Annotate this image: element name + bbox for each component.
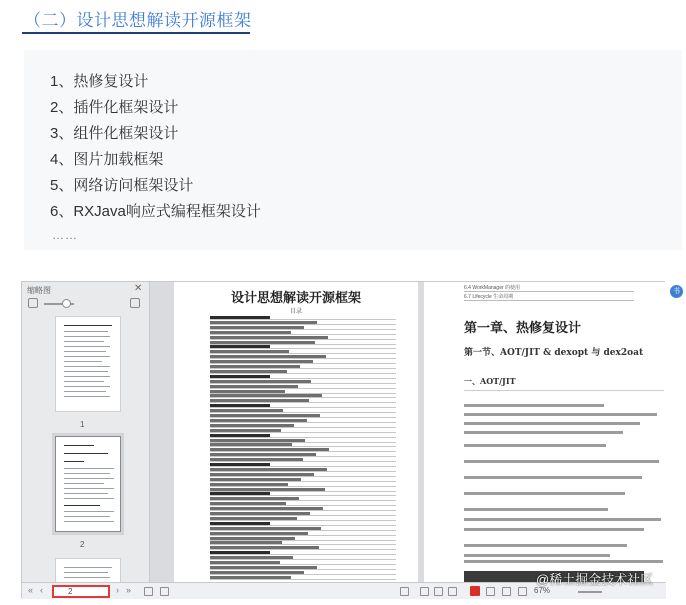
section-heading (22, 0, 250, 34)
toc-dotted-leader (210, 432, 396, 433)
text-line (464, 508, 608, 511)
toc-dotted-leader (210, 535, 396, 536)
list-item: 5、网络访问框架设计 (50, 177, 194, 194)
section-heading-text: （二）设计思想解读开源框架 (24, 11, 252, 30)
text-line (464, 518, 661, 521)
text-line (464, 444, 606, 447)
toc-dotted-leader (210, 344, 396, 345)
eye-icon[interactable] (400, 587, 409, 596)
toc-dotted-leader (210, 520, 396, 521)
toc-dotted-leader (210, 564, 396, 565)
toc-page (174, 282, 418, 582)
list-more: …… (52, 228, 78, 242)
toc-dotted-leader (210, 549, 396, 550)
toc-dotted-leader (210, 540, 396, 541)
toc-dotted-leader (210, 407, 396, 408)
pdf-export-icon[interactable] (470, 586, 480, 596)
toc-dotted-leader (210, 348, 396, 349)
toc-dotted-leader (210, 422, 396, 423)
image-icon[interactable] (130, 298, 140, 308)
chapter-page-header-rule (464, 300, 634, 301)
toc-dotted-leader (210, 456, 396, 457)
thumbnail-page-number: 2 (80, 540, 85, 549)
text-line (464, 544, 627, 547)
page-thumbnail-selected[interactable] (55, 436, 121, 532)
toc-dotted-leader (210, 388, 396, 389)
toc-dotted-leader (210, 491, 396, 492)
toc-dotted-leader (210, 554, 396, 555)
text-line (464, 554, 610, 557)
close-icon[interactable]: ✕ (134, 283, 143, 294)
last-page-icon[interactable]: » (126, 585, 132, 595)
toc-dotted-leader (210, 442, 396, 443)
toc-dotted-leader (210, 324, 396, 325)
thumbnail-panel-title: 缩略图 (27, 286, 51, 295)
toc-dotted-leader (210, 339, 396, 340)
toc-dotted-leader (210, 383, 396, 384)
toc-dotted-leader (210, 417, 396, 418)
toc-dotted-leader (210, 481, 396, 482)
watermark: @稀土掘金技术社区 (536, 572, 654, 587)
zoom-slider-handle[interactable] (62, 299, 71, 308)
chapter-title: 第一章、热修复设计 (464, 321, 582, 336)
zoom-level[interactable]: 67% (534, 586, 551, 595)
page-number-input[interactable] (52, 585, 110, 598)
toc-dotted-leader (210, 579, 396, 580)
toc-dotted-leader (210, 510, 396, 511)
text-line (464, 404, 604, 407)
list-item: 2、插件化框架设计 (50, 99, 179, 116)
toc-dotted-leader (210, 466, 396, 467)
chapter-page-header-line: 6.7 Lifecycle 生命周期 (464, 294, 514, 300)
zoom-out-icon[interactable] (28, 298, 38, 308)
toc-dotted-leader (210, 368, 396, 369)
toc-dotted-leader (210, 446, 396, 447)
toc-dotted-leader (210, 486, 396, 487)
toc-dotted-leader (210, 451, 396, 452)
toc-page-subtitle: 目录 (289, 309, 302, 315)
text-line (464, 492, 625, 495)
list-item: 6、RXJava响应式编程框架设计 (50, 203, 261, 220)
chapter-page (424, 282, 686, 582)
toc-dotted-leader (210, 569, 396, 570)
zoom-icon[interactable] (518, 587, 527, 596)
toc-dotted-leader (210, 373, 396, 374)
list-item: 3、组件化框架设计 (50, 125, 179, 142)
toc-dotted-leader (210, 319, 396, 320)
text-line (464, 422, 640, 425)
first-page-icon[interactable]: « (28, 585, 34, 595)
toc-dotted-leader (210, 476, 396, 477)
document-icon[interactable] (144, 587, 153, 596)
toc-dotted-leader (210, 363, 396, 364)
thumbnail-panel (22, 282, 150, 582)
text-line (464, 460, 659, 463)
page-thumbnail[interactable] (55, 316, 121, 412)
text-line (464, 528, 644, 531)
zoom-slider[interactable] (578, 591, 602, 593)
fit-width-icon[interactable] (486, 587, 495, 596)
toc-dotted-leader (210, 397, 396, 398)
previous-page-icon[interactable]: ‹ (40, 585, 43, 595)
toc-dotted-leader (210, 353, 396, 354)
toc-page-title: 设计思想解读开源框架 (230, 291, 361, 306)
toc-dotted-leader (210, 530, 396, 531)
toc-dotted-leader (210, 412, 396, 413)
copy-icon[interactable] (160, 587, 169, 596)
book-badge-icon[interactable]: 书 (670, 285, 683, 298)
text-line (464, 560, 663, 563)
toc-dotted-leader (210, 334, 396, 335)
pdf-viewer-screenshot (21, 281, 680, 598)
toc-dotted-leader (210, 505, 396, 506)
list-item: 4、图片加载框架 (50, 151, 164, 168)
double-page-icon[interactable] (434, 587, 443, 596)
list-item: 1、热修复设计 (50, 73, 149, 90)
toc-dotted-leader (210, 358, 396, 359)
book-view-icon[interactable] (448, 587, 457, 596)
thumbnail-page-number: 1 (80, 420, 85, 429)
next-page-icon[interactable]: › (116, 585, 119, 595)
single-page-icon[interactable] (420, 587, 429, 596)
toc-dotted-leader (210, 378, 396, 379)
subsection-title: 一、AOT/JIT (464, 376, 516, 386)
toc-dotted-leader (210, 495, 396, 496)
thumbnail-zoom (28, 298, 144, 310)
toc-dotted-leader (210, 329, 396, 330)
text-line (464, 476, 642, 479)
toc-dotted-leader (210, 437, 396, 438)
fit-page-icon[interactable] (502, 587, 511, 596)
text-line (464, 413, 657, 416)
toc-dotted-leader (210, 402, 396, 403)
toc-dotted-leader (210, 559, 396, 560)
toc-dotted-leader (210, 525, 396, 526)
subsection-rule (464, 390, 664, 391)
text-line (464, 431, 623, 434)
toc-dotted-leader (210, 427, 396, 428)
current-page-number: 2 (68, 587, 73, 596)
framework-list (24, 50, 682, 250)
toc-dotted-leader (210, 393, 396, 394)
toc-dotted-leader (210, 515, 396, 516)
section-title: 第一节、AOT/JIT & dexopt 与 dex2oat (464, 348, 644, 358)
toc-dotted-leader (210, 544, 396, 545)
toc-dotted-leader (210, 471, 396, 472)
toc-dotted-leader (210, 574, 396, 575)
chapter-page-header-line: 6.4 WorkManager 的使用 (464, 285, 521, 291)
chapter-page-header-rule (464, 291, 634, 292)
toc-dotted-leader (210, 461, 396, 462)
toc-dotted-leader (210, 500, 396, 501)
